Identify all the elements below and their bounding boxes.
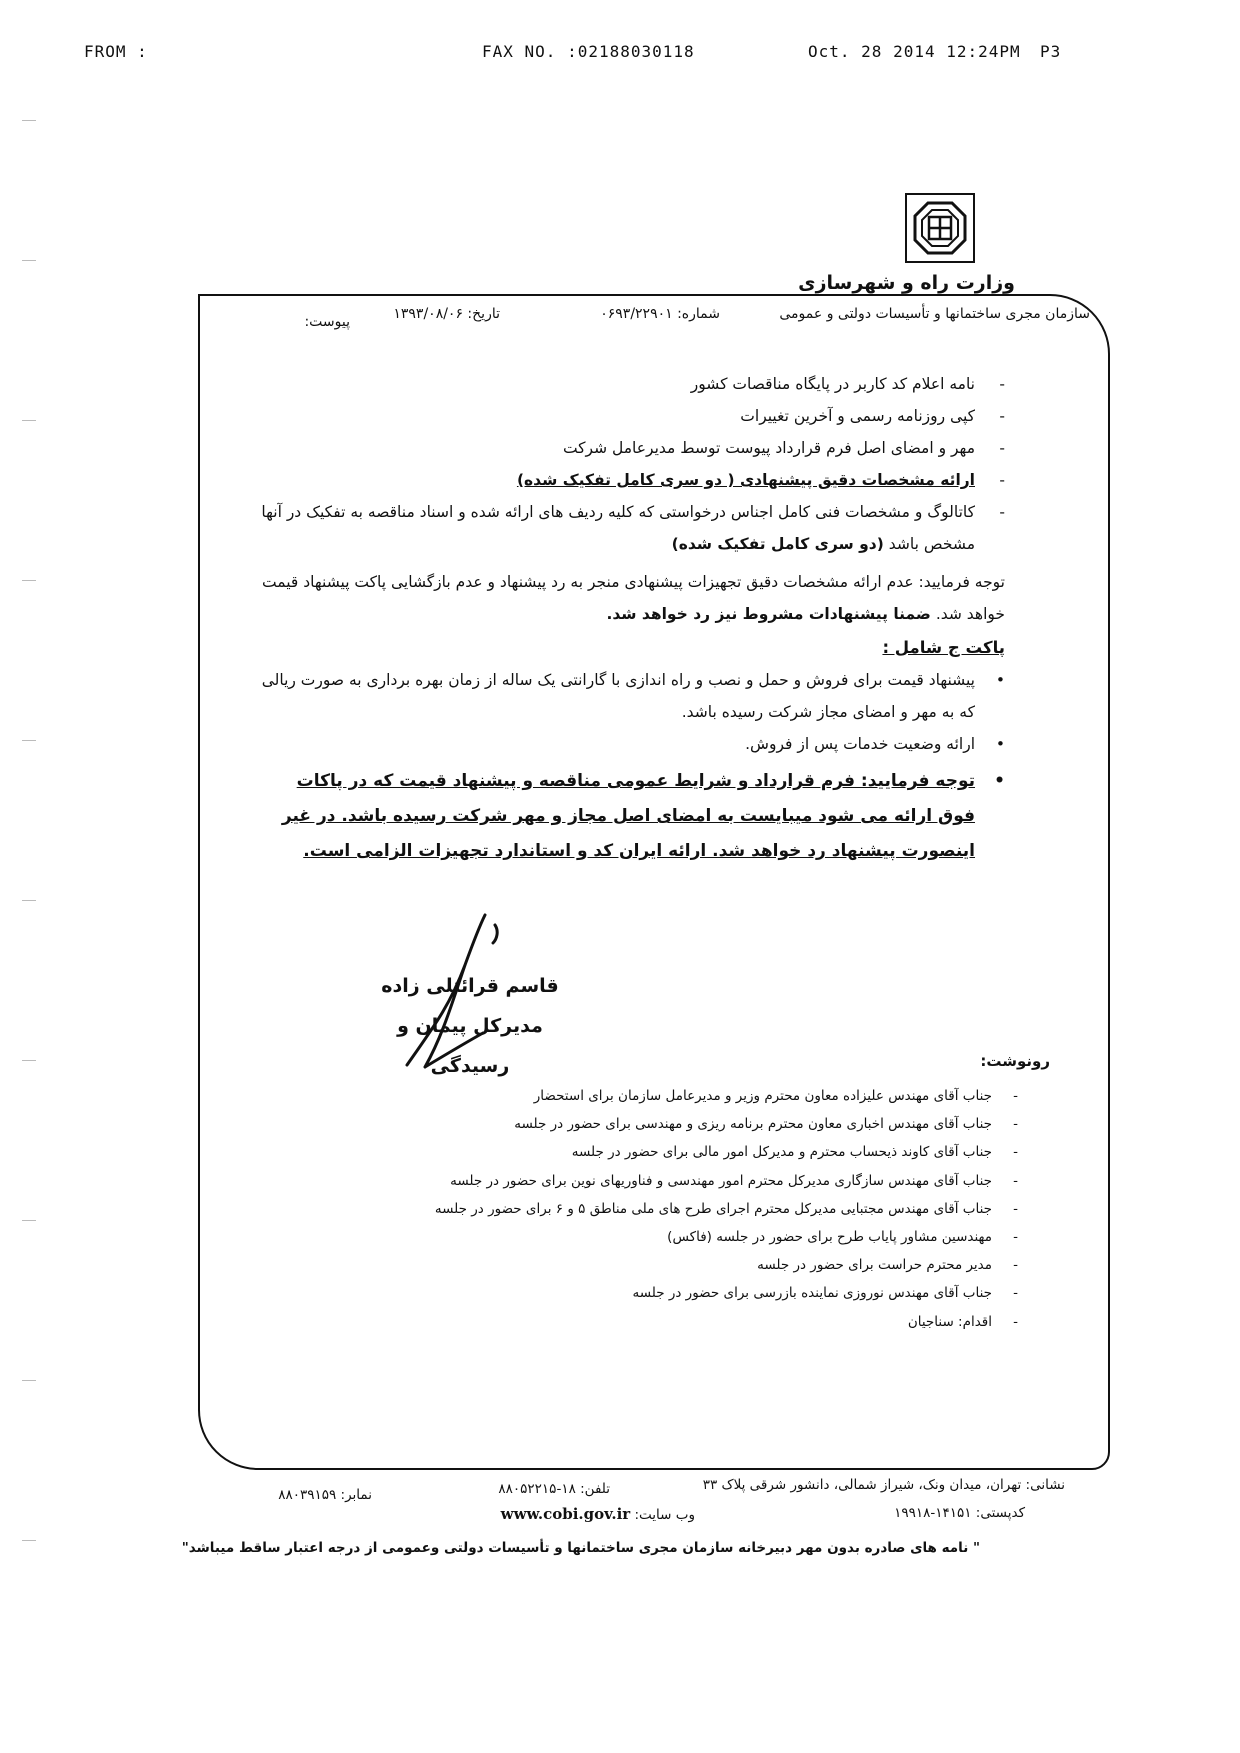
list-item: • پیشنهاد قیمت برای فروش و حمل و نصب و راه اندازی با گارانتی یک ساله از زمان بهره برداری به صورت ریالی که به مهر و امضای مجاز شرکت رسیده باشد. [261,671,1005,721]
scan-edge-mark [22,1060,36,1061]
fax-number: FAX NO. :02188030118 [482,42,695,61]
scan-edge-mark [22,1380,36,1381]
scan-edge-mark [22,1220,36,1221]
list-item: - جناب آقای کاوند ذیحساب محترم و مدیرکل امور مالی برای حضور در جلسه [571,1144,1018,1161]
list-item: - اقدام: سناجیان [907,1313,1018,1330]
list-item: • ارائه وضعیت خدمات پس از فروش. [745,735,1005,753]
scan-edge-mark [22,260,36,261]
attachment-label: پیوست: [304,314,350,330]
scan-edge-mark [22,740,36,741]
list-item: - جناب آقای مهندس نوروزی نماینده بازرسی برای حضور در جلسه [632,1285,1018,1302]
ministry-logo-icon [905,193,975,263]
list-item: - ارائه مشخصات دقیق پیشنهادی ( دو سری کامل تفکیک شده) [516,471,1005,489]
list-item: • توجه فرمایید: فرم قرارداد و شرایط عمومی مناقصه و پیشنهاد قیمت که در پاکات فوق ارائه می شود میبایست به امضای اصل مجاز و مهر شرکت رسیده باشد. در غیر اینصورت پیشنهاد رد خواهد شد. ارائه ایران کد و استاندارد تجهیزات الزامی است. [281,771,1005,861]
letter-number: شماره: ۰۶۹۳/۲۲۹۰۱ [600,306,720,322]
list-item: - جناب آقای مهندس سازگاری مدیرکل محترم امور مهندسی و فناوریهای نوین برای حضور در جلسه [450,1172,1018,1189]
fax-from: FROM : [84,42,148,61]
footer-postal-code: کدپستی: ۱۴۱۵۱-۱۹۹۱۸ [894,1505,1025,1521]
footer-disclaimer: " نامه های صادره بدون مهر دبیرخانه سازمان مجری ساختمانها و تأسیسات دولتی وعمومی از درجه اعتبار ساقط میباشد" [181,1540,980,1556]
scan-edge-mark [22,420,36,421]
list-item: - جناب آقای مهندس مجتبایی مدیرکل محترم اجرای طرح های ملی مناطق ۵ و ۶ برای حضور در جلسه [434,1200,1018,1217]
organization-name: سازمان مجری ساختمانها و تأسیسات دولتی و عمومی [779,306,1090,322]
scan-edge-mark [22,120,36,121]
signatory-name: قاسم قرائتلی زاده [381,975,559,997]
list-item: - کپی روزنامه رسمی و آخرین تغییرات [740,407,1005,425]
list-item: - مدیر محترم حراست برای حضور در جلسه [757,1257,1018,1274]
scan-edge-mark [22,580,36,581]
letter-body [260,368,1005,869]
scan-edge-mark [22,1540,36,1541]
list-item: - نامه اعلام کد کاربر در پایگاه مناقصات کشور [690,375,1005,393]
footer-website: وب سایت: www.cobi.gov.ir [500,1505,695,1523]
list-item: - جناب آقای مهندس علیزاده معاون محترم وزیر و مدیرعامل سازمان برای استحضار [533,1088,1018,1104]
fax-page: P3 [1040,42,1062,61]
cc-list [420,1082,1018,1336]
packet-c-title: پاکت ج شامل : [882,638,1005,657]
list-item: - جناب آقای مهندس اخباری معاون محترم برنامه ریزی و مهندسی برای حضور در جلسه [514,1116,1018,1133]
scan-edge-mark [22,900,36,901]
letter-date: تاریخ: ۱۳۹۳/۰۸/۰۶ [393,306,500,322]
note-paragraph: توجه فرمایید: عدم ارائه مشخصات دقیق تجهیزات پیشنهادی منجر به رد پیشنهاد و عدم بازگشایی پاکت پیشنهاد قیمت خواهد شد. ضمنا پیشنهادات مشروط نیز رد خواهد شد. [262,573,1005,623]
list-item: - مهر و امضای اصل فرم قرارداد پیوست توسط مدیرعامل شرکت [562,439,1005,457]
footer-address: نشانی: تهران، میدان ونک، شیراز شمالی، دانشور شرقی پلاک ۳۳ [702,1477,1065,1493]
signatory-title: مدیرکل پیمان و رسیدگی [397,1015,543,1077]
cc-title: رونوشت: [980,1052,1050,1070]
signature-block [375,966,565,1086]
footer-phone: تلفن: ۱۸-۸۸۰۵۲۲۱۵ [498,1481,610,1497]
ministry-name: وزارت راه و شهرسازی [798,272,1015,294]
fax-timestamp: Oct. 28 2014 12:24PM [808,42,1021,61]
list-item: - کاتالوگ و مشخصات فنی کامل اجناس درخواستی که کلیه ردیف های ارائه شده و اسناد مناقصه به تفکیک در آنها مشخص باشد (دو سری کامل تفکیک شده) [261,503,1005,553]
list-item: - مهندسین مشاور پایاب طرح برای حضور در جلسه (فاکس) [667,1229,1018,1246]
footer-fax: نمابر: ۸۸۰۳۹۱۵۹ [278,1487,372,1503]
